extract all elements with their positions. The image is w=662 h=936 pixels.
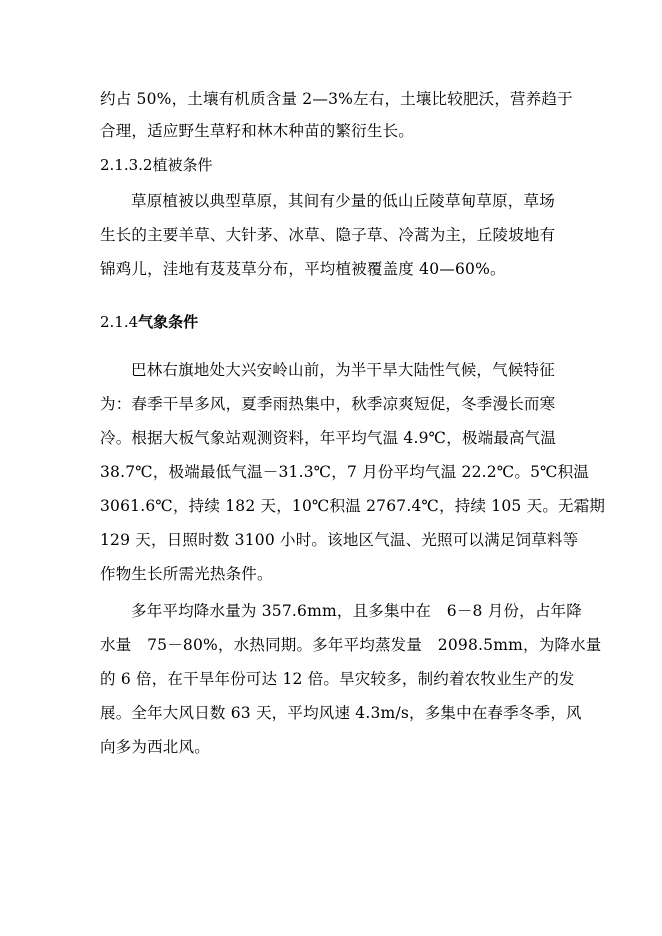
para3-line-6: 129 天，日照时数 3100 小时。该地区气温、光照可以满足饲草料等 bbox=[100, 531, 579, 549]
para3-line-5: 3061.6℃，持续 182 天，10℃积温 2767.4℃，持续 105 天。无霜期 bbox=[100, 497, 606, 515]
para4-line-4: 展。全年大风日数 63 天，平均风速 4.3m/s，多集中在春季冬季，风 bbox=[100, 704, 582, 722]
section-title: 气象条件 bbox=[138, 313, 199, 331]
para4-line-3: 的 6 倍，在干旱年份可达 12 倍。旱灾较多，制约着农牧业生产的发 bbox=[100, 670, 575, 688]
para4-line-5: 向多为西北风。 bbox=[100, 738, 210, 756]
section-title: 植被条件 bbox=[152, 156, 213, 174]
para4-line-1: 多年平均降水量为 357.6mm，且多集中在 6－8 月份，占年降 bbox=[131, 602, 582, 620]
para2-line-3: 锦鸡儿，洼地有芨芨草分布，平均植被覆盖度 40—60%。 bbox=[100, 260, 506, 278]
para3-line-3: 冷。根据大板气象站观测资料，年平均气温 4.9℃，极端最高气温 bbox=[100, 429, 557, 447]
section-heading-2-1-4 bbox=[100, 312, 198, 332]
para3-line-4: 38.7℃，极端最低气温－31.3℃，7 月份平均气温 22.2℃。5℃积温 bbox=[100, 463, 590, 481]
para1-line-1: 约占 50%，土壤有机质含量 2—3%左右，土壤比较肥沃，营养趋于 bbox=[100, 90, 573, 108]
para3-line-1: 巴林右旗地处大兴安岭山前，为半干旱大陆性气候，气候特征 bbox=[131, 361, 555, 379]
section-number: 2.1.3.2 bbox=[100, 156, 153, 174]
para4-line-2: 水量 75－80%，水热同期。多年平均蒸发量 2098.5mm，为降水量 bbox=[100, 636, 602, 654]
para3-line-2: 为：春季干旱多风，夏季雨热集中，秋季凉爽短促，冬季漫长而寒 bbox=[100, 395, 556, 413]
section-number: 2.1.4 bbox=[100, 313, 139, 331]
para3-line-7: 作物生长所需光热条件。 bbox=[100, 565, 273, 583]
para2-line-1: 草原植被以典型草原，其间有少量的低山丘陵草甸草原，草场 bbox=[131, 192, 555, 210]
para2-line-2: 生长的主要羊草、大针茅、冰草、隐子草、冷蒿为主，丘陵坡地有 bbox=[100, 226, 556, 244]
para1-line-2: 合理，适应野生草籽和林木种苗的繁衍生长。 bbox=[100, 122, 415, 140]
section-heading-2-1-3-2 bbox=[100, 155, 213, 175]
